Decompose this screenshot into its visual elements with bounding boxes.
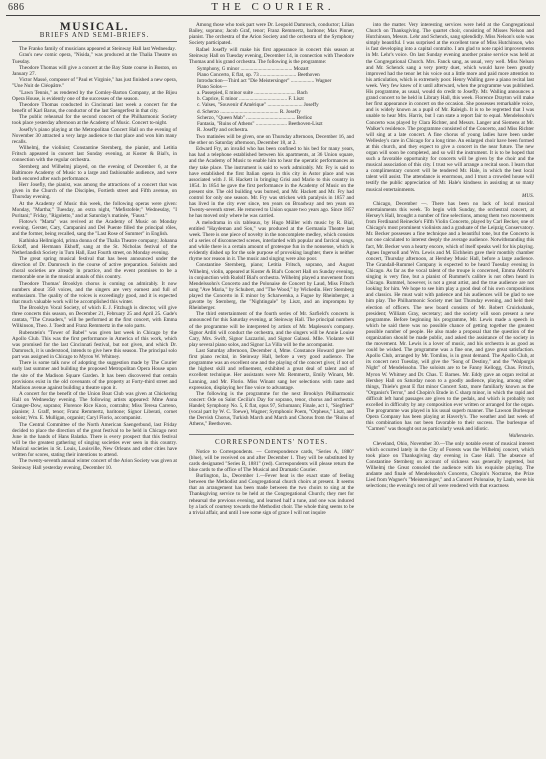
programme-line: b. Caprice, E minor ..................................... F. Liszt bbox=[197, 96, 304, 103]
column-2-paragraphs-a bbox=[189, 22, 354, 65]
article-paragraph: "Lawn Tennis," as rendered by the Comley-Barton Company, at the Bijou Opera House, is evidently one of the successes of the season. bbox=[12, 89, 177, 102]
article-paragraph: The third entertainment of the fourth series of Mr. Sarfield's concerts is announced for this Saturday evening, at Steinway Hall. The principal numbers of the programme will be interpreted by artists of Mr. Mapleson's company. Signor Arditi will conduct the orchestra, and the singers will be Annie Louise Cary, Mrs. Swift, Signor Lazzarini, and Signor Galassi. Mlle. Violante will play several piano solos, and Signor La Villa will be the accompanist. bbox=[189, 311, 354, 348]
article-paragraph: Among those who took part were Dr. Leopold Damrosch, conductor; Lilian Bailey, soprano; Jacob Graf, tenor; Franz Remmertz, baritone; Max Pinner, pianist. The orchestra of the Arion Society and the orchestra of the Symphony Society participated. bbox=[189, 22, 354, 47]
programme-line: Symphony, G minor ........................................ Mozart bbox=[197, 65, 309, 72]
programme-line: Introduction—Third act "Die Meistersinger" .................. Wagner bbox=[197, 78, 332, 85]
article-paragraph: Grau's new comic opera, "Nisida," was produced at the Thalia Theatre on Tuesday. bbox=[12, 52, 177, 65]
column-3-paragraphs-b bbox=[366, 201, 534, 433]
programme-line: Fantasia, "Ruins of Athens" ........................ Beethoven-Liszt bbox=[197, 120, 323, 127]
signature: MUS. bbox=[522, 192, 534, 199]
column-1-paragraphs bbox=[12, 46, 177, 470]
section-subheading: BRIEFS AND SEMI-BRIEFS. bbox=[12, 32, 177, 42]
masthead-title: THE COURIER. bbox=[211, 1, 335, 13]
article-paragraph: The twenty-seventh annual winter concert of the Arion Society was given at Steinway Hall yesterday evening, December 10. bbox=[12, 458, 177, 471]
header-rule bbox=[6, 15, 540, 16]
article-paragraph: Wilhelmj, the violinist; Constantine Sternberg, the pianist, and Letitia Fritsch appeared in concert last Sunday evening, at Koster & Bial's, in connection with the regular orchestra. bbox=[12, 145, 177, 164]
page-number: 686 bbox=[8, 2, 25, 13]
article-paragraph: Theodore Thomas will give a concert at the Bay State course in Boston, on January 27. bbox=[12, 64, 177, 77]
article-paragraph: The Central Committee of the North American Saengerbund, last Friday decided to place the direction of the great festival to be held in Chicago next June in the hands of Hans Balatka. There is every prospect that this festival will be the greatest gathering of singing societies ever seen in this country. Musical societies in St. Louis, Louisville, New Orleans and other cities have written for scores, stating their intentions to attend. bbox=[12, 421, 177, 459]
column-2-paragraphs-b bbox=[189, 134, 354, 428]
article-paragraph: There is some talk now of adopting the suggestion made by The Courier early last summer and building the proposed Metropolitan Opera House upon the site of the Madison Square Garden. It has been discovered that certain provisions exist in the old covenants of the property at Forty-third street and Madison avenue against building a theatre upon it. bbox=[12, 360, 177, 391]
article-paragraph: Theodore Thomas' Brooklyn chorus is coming on admirably. It now numbers about 350 voices, and the singers are very earnest and full of enthusiasm. The quality of the voices is exceedingly good, and it is expected that much valuable work will be accomplished this winter. bbox=[12, 280, 177, 305]
programme-line: a. Passepied, E minor suite ................................ Bach bbox=[197, 90, 308, 97]
article-paragraph: Cleveland, Ohio, November 30.—The only notable event of musical interest which occurred lately in the City of Forests was the Wilhelmj concert, which took place on Thanksgiving day evening in Case Hall. The absence of Constantine Sternberg on account of sickness was generally regretted, but Wilhelmj the Great consoled the audience with his exquisite playing. The andante and finale of Mendelssohn's Concerto, Chopin's Nocturne, the Prize Lied from Wagner's "Meistersinger," and a Concert Polonaise, by Laub, were his selections; the evening's rest of all were rendered with that exactness bbox=[366, 440, 534, 490]
article-paragraph: The Franko family of musicians appeared at Steinway Hall last Wednesday. bbox=[19, 46, 176, 53]
article-paragraph: A melodrama in six tableaux, by Hugo Müller with music by R. Bial, entitled "Haydeman and Son," was produced at the Germania Theatre last week. There is one piece of novelty in the noncomplete medley, which consists of a series of disconnected scenes, interlarded with popular and farcical songs, and while there is a certain amount of grotesque fun in the nonsense, which is evidently dished up for the sole purpose of provoking laughter, there is neither rhyme nor reason in it. The music and singing were also poor. bbox=[189, 219, 354, 263]
article-paragraph: Josefly's piano playing at the Metropolitan Concert Hall on the evening of November 30 attracted a very large audience to that place and won him many recalls. bbox=[12, 126, 177, 145]
signature: Wallenstein. bbox=[508, 432, 534, 439]
article-paragraph: The public rehearsal for the second concert of the Philharmonic Society took place yesterday afternoon at the Academy of Music. Concert to-night. bbox=[12, 114, 177, 127]
article-paragraph: At the Academy of Music this week, the following operas were given: Monday, "Martha;" Tuesday, an extra night, "Mefistofele;" Wednesday, "I Puritani;" Friday, "Rigoletto," and at Saturday's matinée, "Faust." bbox=[12, 200, 177, 219]
programme-line: R. Joseffy and orchestra. bbox=[197, 126, 249, 133]
article-paragraph: Chicago, December —. There has been no lack of local musical entertainments this week. To begin with Sunday, the orchestral concert, at Hersey's Hall, brought a number of fine selections, among them two movements from Ferdinand Reinecke's Fifth Violin Concerto, played by Carl Becker, one of Chicago's most prominent violinists and a graduate of the Leipzig Conservatory. Mr. Becker possesses a fine technique and a beautiful tone, but the Concerto is not one calculated to interest deeply the average audience. Notwithstanding this fact, Mr. Becker won a hearty encore, which of itself speaks well for his playing. Agnes Ingersoll and Wm. Lewis and M. Eichheim gave their monthly chamber concert, Thursday afternoon, at Hershey Music Hall, before a large audience. The Grandall-Rummel Company is expected to be heard Tuesday evening in Chicago. As far as the vocal talent of the troupe is concerned, Emma Abbott's singing is very fine, but a pianist of Rummel's calibre is not often heard in Chicago. Rummel, however, is not a great artist, and the true audience are not looking for him. We hope to see him play a good deal of his own compositions and classics. He must wait with patience and his audiences will be glad to see him play. The Philharmonic Society met last Thursday evening, and held their election of officers. The new board consists of Mr. Robert Cruickshank, president; William Gray, secretary; and the society will soon present a new programme. Before beginning his programme, Mr. Lewis made a speech in which he said there was no possible chance of getting together the greatest possible number of people. He also made a proposal that the question of the organization should be made public, and asked the assistance of the society in the movement. Mr. Lewis is a lover of music, and his orchestra is as good as could be wished. The programme was a fine one, and gave great satisfaction. Apollo Club, arranged by Mr. Tomlins, is in great demand. The Apollo Club, at its concert next Tuesday, will give the "Song of Destiny," and the "Walpurgis Night" of Mendelssohn. The soloists are to be Fanny Kellogg, Chas. Fritsch, Myron W. Whitney and Dr. Chas. T. Barnes. Mr. Eddy gave an organ recital at Hershey Hall on Saturday noon to a goodly audience, playing, among other things, Thiele's great E flat minor Concert Satz, more familiarly known as the "Organist's Terror," and Chopin's Etude in C sharp minor, in which the rapid and difficult left hand passages are given to the pedals, and which is probably not excelled in difficulty by any composition ever written or arranged for the organ. The programme was played in his usual superb manner. The Lawson Burlesque Opera Company has been playing at Haverly's. The weather and last week of this combination has not been favorable to their success. The burlesque of "Carmen" was thought out as particularly weak and idiotic. bbox=[366, 200, 534, 433]
programme-line: c. Valses, "Souvenir d'Amérique" ........................... Joseffy bbox=[197, 102, 319, 109]
column-3-paragraphs-c bbox=[366, 441, 534, 490]
programme-line: Piano Solos— bbox=[197, 84, 227, 91]
column-3-paragraphs-a bbox=[366, 22, 534, 193]
article-paragraph: The great spring musical festival that has been announced under the direction of Dr. Damrosch in the course of active preparation. Soloists and choral societies are already in practice, and the event promises to be a memorable one in the musical annals of this country. bbox=[12, 256, 177, 281]
article-paragraph: Rubenstein's "Tower of Babel" was given last week in Chicago by the Apollo Club. This was the first performance in America of this work, which was promised for the last Cincinnati festival, but not given, and which Dr. Damrosch, it is understood, intends to give here this season. The principal solo part was assigned in Chicago to Myron W. Whitney. bbox=[12, 329, 177, 361]
column-2 bbox=[189, 22, 354, 757]
article-paragraph: Flotow's "Marta" was revived at the Academy of Music on Monday evening. Gerster, Cary, Campanini and Del Puente filled the principal rôles, and the former, being recalled, sang the "Last Rose of Summer" in English. bbox=[12, 219, 177, 238]
article-paragraph: Constantine Sternberg, piano; Letitia Fritsch, soprano, and August Wilhelmj, violin, appeared at Koster & Bial's Concert Hall on Sunday evening, in conjunction with Rudolf Bial's orchestra. Wilhelmj played a movement from Mendelssohn's Concerto and the Polonaise de Concert by Laud, Miss Fritsch sang "Ave Maria," by Schubert, and "The Wood," by Wickedin. Herr Sternberg played the Concerto in E minor by Scharwenka, a Fugue by Rheinberger, a gavotte by Sternberg, the "Nightingale" by Liszt, and an impromptu by Rheinberger. bbox=[189, 262, 354, 312]
article-paragraph: into the matter. Very interesting services were held at the Congregational Church on Thanksgiving. The quartet choir, consisting of Misses Nelson and Hutchinson, Messrs. Lehr and Schenck, sang splendidly. Miss Nelson's solo was simply beautiful. I was surprised at the excellent tone of Miss Hutchinson, who is fast developing into a capital contralto. I am glad to note rapid improvements in Mr. Lehr's voice. On last Sunday evening another praise service was held at the Congregational Church. Mrs. Fanck sang, as usual, very well. Miss Nelson and Mr. Schenck sang a very pretty duet, which would have been greatly improved had the tenor let his voice out a little more and paid more attention to his articulation, which is extremely poor. Henry Walling gave a piano recital last week. Very few knew of it until afterward, when the programme was published. His programme, as usual, would do credit to Joseffy. Mr. Walling announces a grand concert to be held in Library Hall, this week. Florence Drayton will make her first appearance in concert on the occasion. She possesses remarkable voice, and is widely known as a pupil of Mr. Raleigh. It is to be regretted that I was unable to hear Mrs. Harris, but I can state a report fair to equal. Mendelssohn's Concerto was played by Clara Richter, and Messrs. Langer and Siemens at Mr. Walker's residence. The programme consisted of the Concerto, and Miss Richter will sing at a late concert. A fine chorus of young ladies have been under Wellesley's care in Chicago for a long time. An enlarged choir have been formed at this church, and they expect to give a concert in the near future. The new organ will soon be completed, and so will the instrument. It is to be hoped that such a favorable opportunity for concerts will be given by the choir and the musical association of this city. I trust we will arrange a recital soon. I learn that a complimentary concert will be tendered Mr. Hale, in which the best local talent will assist. The attendance is enormous, and I trust a crowded house will testify the public appreciation of Mr. Hale's kindness in assisting at so many musical entertainments. bbox=[366, 22, 534, 193]
article-paragraph: Two matinées will be given, one on Thursday afternoon, December 16, and the other on Saturday afternoon, December 18, at 2. bbox=[189, 133, 354, 146]
article-paragraph: Kathinka Hellmigold, prima donna of the Thalia Theatre company; Johanna Eckoff, and Hermann Ekhoff, sang at the St. Nicholas festival of the Netherlandish Society in Turn Hall, East Fourth street, on Monday evening. bbox=[12, 237, 177, 256]
programme-line: d. Scherzo ............................................. R. Joseffy bbox=[197, 108, 301, 115]
programme-line: Scherzo, "Queen Mab" ...................................... Berlioz bbox=[197, 114, 313, 121]
concert-programme bbox=[197, 66, 354, 133]
article-paragraph: A concert for the benefit of the Union Boat Club was given at Chickering Hall on Wednesday evening. The following artists appeared: Mme Anna Granger-Dow, soprano; Florence Rice Knox, contralto; Miss Teresa Carreno, pianiste; J. Graff, tenor; Franz Remmertz, baritone; Signor Liberati, cornet soloist; Wm. E. Mulligan, organist; Caryl Florio, accompanist. bbox=[12, 391, 177, 422]
column-2-paragraphs-c bbox=[189, 449, 354, 516]
article-paragraph: The Brooklyn Vocal Society, of which E. J. Fitzhugh is director, will give three concerts this season, on December 21, February 25 and April 25. Gade's cantata, "The Crusaders," will be performed at the first concert, with Emma Wilkinson, Theo. J. Toedt and Franz Remmertz in the solo parts. bbox=[12, 305, 177, 330]
article-paragraph: The following is the programme for the next Brooklyn Philharmonic concert: Ode on Saint Cecilia's Day for soprano, tenor, chorus and orchestra. Handel; Symphony No. 5, E flat, opus 97, Schumann; Finale, act 1, "Siegfried" (vocal part by W. C. Toewe), Wagner; Symphonic Poem, "Orpheus," Liszt, and the Dervish Chorus, Turkish March and March and Chorus from the "Ruins of Athens," Beethoven. bbox=[189, 390, 354, 428]
article-paragraph: Theodore Thomas conducted in Cincinnati last week a concert for the benefit of Karl Barus, the conductor of the last Saengerfest in that city. bbox=[12, 101, 177, 115]
column-1 bbox=[12, 22, 177, 757]
correspondents-heading: CORRESPONDENTS' NOTES. bbox=[189, 434, 354, 445]
article-paragraph: Herr Josefly, the pianist, was among the attractions of a concert that was given in the Church of the Disciples, Fortieth street and Fifth avenue, on Thursday evening. bbox=[12, 182, 177, 201]
article-paragraph: Last Saturday afternoon, December 4, Mme. Constance Howard gave her first piano recital, in Steinway Hall, before a very good audience. The programme was an excellent one and the playing of the concert giver, if not of the highest skill and refinement, exhibited a great deal of talent and of excellent technique. Her assistants were Mr. Remmertz, Emily Winant, Mr. Lanning, and Mr. Florio. Miss Winant sang her selections with taste and expression, displaying her fine voice to advantage. bbox=[189, 348, 354, 391]
programme-line: Piano Concerto, E flat, op. 73 ............................ Beethoven bbox=[197, 71, 320, 78]
page-header bbox=[6, 0, 540, 16]
article-paragraph: Rafael Joseffy will make his first appearance in concert this season at Steinway Hall on Tuesday evening, December 14, in connection with Theodore Thomas and his grand orchestra. The following is the programme: bbox=[189, 46, 354, 65]
article-paragraph: Victor Massé, composer of "Paul et Virginie," has just finished a new opera, "Une Nuit de Cléopâtre." bbox=[12, 77, 177, 90]
article-paragraph: Edward Fry, an invalid who has been confined to his bed for many years, has had a telephone established between his apartments, at 36 Union square, and the Academy of Music to enable him to hear the operatic performances as they take place. The instrument is said to work admirably. Mr. Fry is said to have established the first Italian opera in this city in Astor place and was associated with J. H. Hackett in bringing Grisi and Mario to this country in 1854. In 1854 he gave the first performance in the Academy of Music on the present site. The old building was burned, and Mr. Hackett and Mr. Fry had control for only one season. Mr. Fry was stricken with paralysis in 1857 and has lived in the city ever since, ten years on Broadway and ten years on Twenty-seventh street. He removed to Union square two years ago. Since 1857 he has moved only where he was carried. bbox=[189, 146, 354, 220]
section-heading: MUSICAL. bbox=[59, 22, 130, 33]
article-paragraph: Burlington, Ia., December 1.—Fever heat is the exact state of feeling between the Methodist and Congregational church choirs at present. It seems that an arrangement has been made between the two choirs to sing at the Thanksgiving service to be held at the Congregational Church; they met for rehearsal the previous evening, and learned half a tune, and one was induced by a lack of courtesy towards the Methodist choir. The whole thing seems to be a trivial affair, and until I see some sign of grace I will not inquire bbox=[189, 473, 354, 516]
article-paragraph: Notice to Correspondents. — Correspondence cards, "Series A, 1880" (blue), will be received on and after December 1. They will be substituted by cards designated "Series B, 1881" (red). Correspondents will please return the blue cards to the office of The Musical and Dramatic Courier. bbox=[189, 448, 354, 473]
column-3 bbox=[366, 22, 534, 757]
article-paragraph: Sternberg and Wilhelmj played, on the evening of December 6, at the Baltimore Academy of Music to a large and fashionable audience, and were both encored after each performance. bbox=[12, 163, 177, 182]
